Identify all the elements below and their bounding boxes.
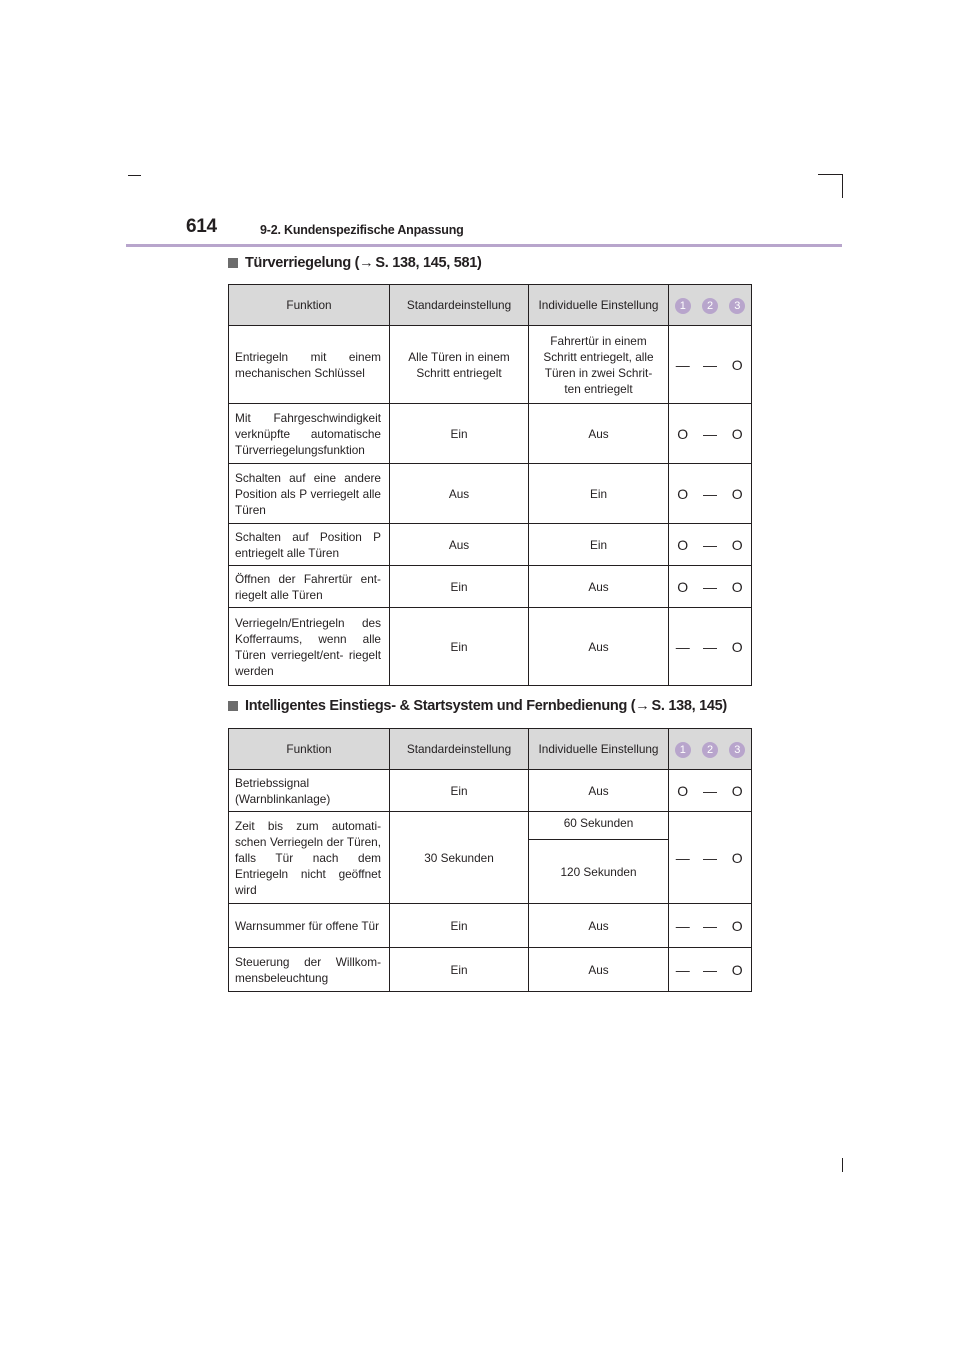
mark-cell-2: — — [697, 904, 724, 948]
section-heading-smart-entry — [228, 698, 727, 714]
custom-cell: Aus — [529, 770, 669, 812]
mark-cell-2: — — [697, 948, 724, 992]
custom-cell: Aus — [529, 948, 669, 992]
default-cell: Ein — [390, 770, 529, 812]
page-number: 614 — [186, 216, 217, 237]
mark-cell-3: O — [724, 812, 752, 904]
mark-cell-1: O — [669, 524, 697, 566]
section-heading-text: Türverriegelung ( — [245, 255, 360, 271]
table-row — [229, 326, 752, 404]
table-row — [229, 464, 752, 524]
section-reference: S. 138, 145, 581) — [375, 255, 482, 271]
mark-cell-2: — — [697, 770, 724, 812]
function-cell: Betriebssignal (Warnblinkanlage) — [229, 770, 390, 812]
custom-cell: Aus — [529, 404, 669, 464]
mark-cell-1: — — [669, 608, 697, 686]
custom-cell: 120 Sekunden — [529, 840, 669, 904]
mark-cell-3: O — [724, 770, 752, 812]
mark-cell-3: O — [724, 566, 752, 608]
default-cell: Ein — [390, 948, 529, 992]
mark-cell-2: — — [697, 566, 724, 608]
circle-number-2-icon: 2 — [702, 742, 718, 758]
function-cell: Verriegeln/Entriegeln des Kofferraums, wenn alle Türen verriegelt/ent- riegelt werden — [229, 608, 390, 686]
column-header-default: Standardeinstellung — [390, 729, 529, 770]
function-cell: Öffnen der Fahrertür ent- riegelt alle Türen — [229, 566, 390, 608]
default-cell: Aus — [390, 464, 529, 524]
function-cell: Schalten auf Position P entriegelt alle Türen — [229, 524, 390, 566]
square-bullet-icon — [228, 258, 238, 268]
chapter-title: 9-2. Kundenspezifische Anpassung — [260, 223, 464, 237]
default-cell: Ein — [390, 608, 529, 686]
crop-mark — [818, 174, 842, 175]
circle-number-3-icon: 3 — [729, 742, 745, 758]
section-heading-text: Intelligentes Einstiegs- & Startsystem und Fernbedienung ( — [245, 698, 636, 714]
table-row — [229, 566, 752, 608]
mark-cell-1: — — [669, 326, 697, 404]
column-header-3 — [724, 729, 752, 770]
default-cell: Ein — [390, 404, 529, 464]
default-cell: Alle Türen in einem Schritt entriegelt — [390, 326, 529, 404]
table-row — [229, 404, 752, 464]
circle-number-1-icon: 1 — [675, 742, 691, 758]
table-row — [229, 770, 752, 812]
table-row — [229, 904, 752, 948]
column-header-function: Funktion — [229, 285, 390, 326]
mark-cell-3: O — [724, 524, 752, 566]
mark-cell-2: — — [697, 326, 724, 404]
mark-cell-3: O — [724, 608, 752, 686]
section-heading-door-lock — [228, 255, 482, 271]
column-header-custom: Individuelle Einstellung — [529, 285, 669, 326]
mark-cell-3: O — [724, 904, 752, 948]
default-cell: Ein — [390, 904, 529, 948]
circle-number-1-icon: 1 — [675, 298, 691, 314]
default-cell: Ein — [390, 566, 529, 608]
table-row — [229, 812, 752, 840]
mark-cell-3: O — [724, 464, 752, 524]
custom-cell: 60 Sekunden — [529, 812, 669, 840]
column-header-1 — [669, 285, 697, 326]
custom-cell: Ein — [529, 464, 669, 524]
custom-cell: Fahrertür in einem Schritt entriegelt, alle Türen in zwei Schrit- ten entriegelt — [529, 326, 669, 404]
function-cell: Mit Fahrgeschwindigkeit verknüpfte automatische Türverriegelungsfunktion — [229, 404, 390, 464]
mark-cell-1: O — [669, 566, 697, 608]
table-header-row — [229, 729, 752, 770]
table-header-row — [229, 285, 752, 326]
door-lock-table — [228, 284, 752, 686]
function-cell: Steuerung der Willkom- mensbeleuchtung — [229, 948, 390, 992]
mark-cell-3: O — [724, 404, 752, 464]
square-bullet-icon — [228, 701, 238, 711]
mark-cell-2: — — [697, 608, 724, 686]
mark-cell-1: — — [669, 812, 697, 904]
mark-cell-2: — — [697, 404, 724, 464]
arrow-right-icon: → — [635, 698, 650, 714]
mark-cell-2: — — [697, 524, 724, 566]
default-cell: 30 Sekunden — [390, 812, 529, 904]
mark-cell-1: O — [669, 464, 697, 524]
crop-mark — [842, 174, 843, 198]
mark-cell-2: — — [697, 464, 724, 524]
section-reference: S. 138, 145) — [651, 698, 727, 714]
mark-cell-1: — — [669, 948, 697, 992]
table-row — [229, 524, 752, 566]
mark-cell-3: O — [724, 948, 752, 992]
column-header-2 — [697, 285, 724, 326]
mark-cell-1: — — [669, 904, 697, 948]
crop-mark — [128, 175, 141, 176]
function-cell: Schalten auf eine andere Position als P verriegelt alle Türen — [229, 464, 390, 524]
mark-cell-1: O — [669, 404, 697, 464]
column-header-custom: Individuelle Einstellung — [529, 729, 669, 770]
function-cell: Entriegeln mit einem mechanischen Schlüssel — [229, 326, 390, 404]
mark-cell-3: O — [724, 326, 752, 404]
column-header-1 — [669, 729, 697, 770]
column-header-2 — [697, 729, 724, 770]
custom-cell: Aus — [529, 608, 669, 686]
mark-cell-2: — — [697, 812, 724, 904]
column-header-default: Standardeinstellung — [390, 285, 529, 326]
crop-mark — [842, 1158, 843, 1172]
function-cell: Warnsummer für offene Tür — [229, 904, 390, 948]
header-rule — [126, 244, 842, 247]
arrow-right-icon: → — [359, 255, 374, 271]
smart-entry-table — [228, 728, 752, 992]
custom-cell: Aus — [529, 904, 669, 948]
table-row — [229, 608, 752, 686]
default-cell: Aus — [390, 524, 529, 566]
table-row — [229, 948, 752, 992]
circle-number-3-icon: 3 — [729, 298, 745, 314]
circle-number-2-icon: 2 — [702, 298, 718, 314]
column-header-3 — [724, 285, 752, 326]
custom-cell: Ein — [529, 524, 669, 566]
mark-cell-1: O — [669, 770, 697, 812]
column-header-function: Funktion — [229, 729, 390, 770]
function-cell: Zeit bis zum automati- schen Verriegeln der Türen, falls Tür nach dem Entriegeln nicht geöffnet wird — [229, 812, 390, 904]
custom-cell: Aus — [529, 566, 669, 608]
